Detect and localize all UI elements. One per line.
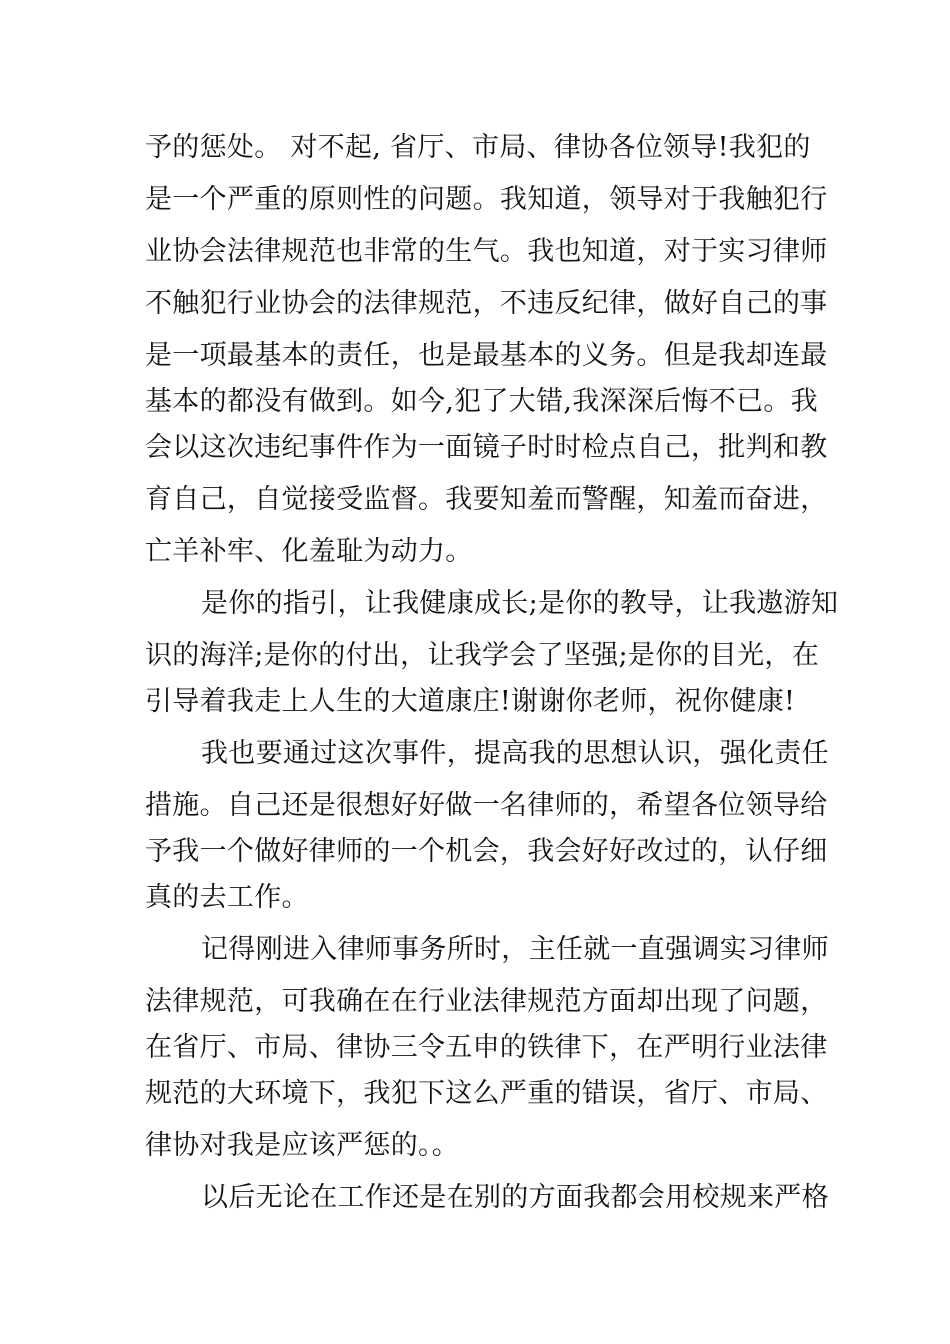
text-line: 是一项最基本的责任，也是最基本的义务。但是我却连最 <box>145 340 828 371</box>
text-line: 育自己，自觉接受监督。我要知羞而警醒，知羞而奋进， <box>145 484 828 515</box>
text-line: 我也要通过这次事件，提高我的思想认识，强化责任 <box>201 738 829 769</box>
text-line: 规范的大环境下，我犯下这么严重的错误，省厅、市局、 <box>145 1078 828 1109</box>
text-line: 律协对我是应该严惩的。。 <box>145 1130 460 1161</box>
text-line: 予我一个做好律师的一个机会，我会好好改过的，认仔细 <box>145 836 828 867</box>
text-line: 是一个严重的原则性的问题。我知道，领导对于我触犯行 <box>145 184 828 215</box>
text-line: 是你的指引，让我健康成长;是你的教导，让我遨游知 <box>201 588 839 619</box>
text-line: 不触犯行业协会的法律规范，不违反纪律，做好自己的事 <box>145 288 828 319</box>
text-line: 予的惩处。 对不起, 省厅、市局、律协各位领导!我犯的 <box>145 132 811 163</box>
text-line: 真的去工作。 <box>145 882 309 913</box>
text-line: 在省厅、市局、律协三令五申的铁律下，在严明行业法律 <box>145 1032 828 1063</box>
text-line: 记得刚进入律师事务所时，主任就一直强调实习律师 <box>201 934 829 965</box>
text-line: 亡羊补牢、化羞耻为动力。 <box>145 536 473 567</box>
text-line: 业协会法律规范也非常的生气。我也知道，对于实习律师 <box>145 236 828 267</box>
text-line: 识的海洋;是你的付出，让我学会了坚强;是你的目光，在 <box>145 640 819 671</box>
text-line: 引导着我走上人生的大道康庄!谢谢你老师，祝你健康! <box>145 686 796 717</box>
text-line: 法律规范，可我确在在行业法律规范方面却出现了问题， <box>145 986 828 1017</box>
text-line: 会以这次违纪事件作为一面镜子时时检点自己，批判和教 <box>145 432 828 463</box>
text-line: 基本的都没有做到。如今,犯了大错,我深深后悔不已。我 <box>145 386 818 417</box>
text-line: 措施。自己还是很想好好做一名律师的，希望各位领导给 <box>145 790 828 821</box>
text-line: 以后无论在工作还是在别的方面我都会用校规来严格 <box>201 1182 829 1213</box>
